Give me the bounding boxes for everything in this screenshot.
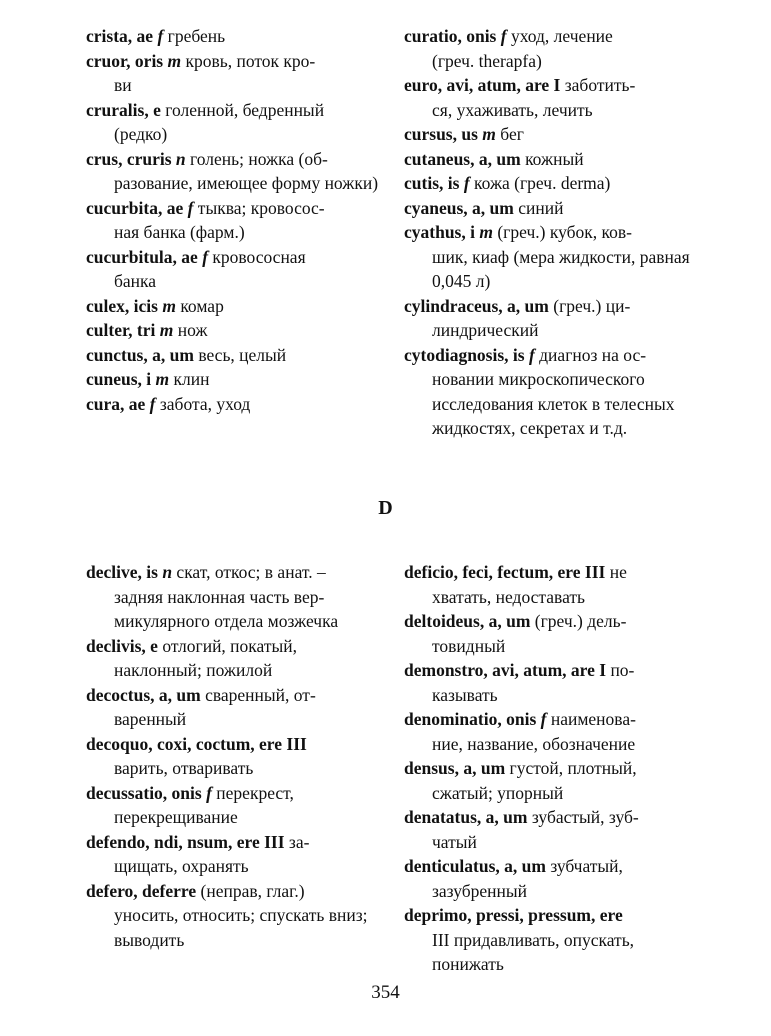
headword: cutis, is	[404, 173, 460, 193]
headword: cura, ae	[86, 393, 146, 414]
dictionary-entry	[404, 805, 694, 854]
dictionary-entry	[404, 343, 694, 441]
translation: бег	[500, 124, 524, 144]
dictionary-entry	[86, 196, 386, 245]
column-bottom-right	[404, 560, 694, 977]
dictionary-entry	[404, 609, 694, 658]
dictionary-entry	[404, 122, 694, 147]
headword: cuneus, i	[86, 369, 152, 389]
translation: (греч.) кубок, ков-	[497, 222, 632, 242]
translation: голенной, бедренный	[165, 99, 325, 120]
translation: перекрест,	[216, 782, 294, 803]
dictionary-entry	[404, 294, 694, 343]
headword: denominatio, onis	[404, 709, 537, 729]
translation: зубчатый,	[550, 856, 623, 876]
translation: скат, откос; в анат. –	[176, 562, 326, 582]
headword: cunctus, a, um	[86, 344, 194, 365]
dictionary-entry	[404, 147, 694, 172]
dictionary-entry	[404, 658, 694, 707]
grammar-mark: f	[528, 344, 535, 365]
dictionary-entry	[404, 171, 694, 196]
translation: кожа (греч. derma)	[474, 173, 611, 193]
dictionary-entry	[404, 196, 694, 221]
grammar-mark: f	[187, 197, 194, 218]
section-letter: D	[378, 497, 393, 519]
translation: диагноз на ос-	[539, 344, 647, 365]
translation-continuation: варить, отваривать	[114, 758, 254, 778]
column-top-right	[404, 24, 694, 441]
headword: cursus, us	[404, 124, 478, 144]
translation-continuation: сжатый; упорный	[432, 782, 564, 803]
dictionary-entry	[86, 318, 386, 343]
translation-continuation: разование, имеющее форму ножки)	[114, 173, 379, 193]
translation-continuation: ся, ухаживать, лечить	[432, 99, 593, 120]
translation: за-	[288, 831, 310, 852]
translation: кровь, поток кро-	[185, 50, 316, 71]
headword: culter, tri	[86, 320, 156, 340]
translation-continuation: уносить, относить; спускать вниз; выводить	[114, 905, 368, 950]
column-top-left	[86, 24, 386, 416]
dictionary-entry	[86, 147, 386, 196]
dictionary-entry	[86, 560, 386, 634]
translation: по-	[610, 660, 635, 680]
translation: тыква; кровосос-	[197, 197, 325, 218]
headword: denatatus, a, um	[404, 807, 528, 827]
translation-continuation: (греч. therapfa)	[432, 50, 542, 71]
translation-continuation: ная банка (фарм.)	[114, 222, 245, 242]
grammar-mark: f	[500, 26, 507, 46]
headword: deficio, feci, fectum, ere III	[404, 562, 606, 582]
translation: голень; ножка (об-	[190, 148, 328, 169]
headword: decoctus, a, um	[86, 684, 201, 705]
headword: cutaneus, a, um	[404, 148, 521, 169]
dictionary-entry	[86, 683, 386, 732]
dictionary-entry	[86, 781, 386, 830]
translation: гребень	[167, 26, 226, 46]
translation-continuation: чатый	[432, 831, 477, 852]
translation-continuation: казывать	[432, 684, 498, 705]
dictionary-entry	[86, 24, 386, 49]
translation: кожный	[525, 148, 584, 169]
headword: demonstro, avi, atum, are I	[404, 660, 607, 680]
translation: зубастый, зуб-	[531, 807, 639, 827]
dictionary-entry	[86, 49, 386, 98]
translation-continuation: новании микроскопического исследования клеток в телесных жидкостях, секретах и т.д.	[432, 369, 675, 438]
grammar-mark: f	[463, 173, 470, 193]
translation-continuation: хватать, недоставать	[432, 586, 586, 607]
translation: не	[609, 562, 627, 582]
grammar-mark: m	[155, 369, 170, 389]
translation-continuation: задняя наклонная часть вер-микулярного отдела мозжечка	[114, 586, 339, 631]
translation-continuation: зазубренный	[432, 880, 528, 901]
headword: cytodiagnosis, is	[404, 344, 525, 365]
translation: отлогий, покатый,	[162, 635, 297, 656]
headword: decoquo, coxi, coctum, ere III	[86, 733, 307, 754]
translation-continuation: линдрический	[432, 320, 539, 340]
grammar-mark: f	[206, 782, 212, 803]
dictionary-entry	[404, 220, 694, 294]
headword: denticulatus, a, um	[404, 856, 546, 876]
translation-continuation: товидный	[432, 635, 506, 656]
translation: сваренный, от-	[205, 684, 316, 705]
grammar-mark: m	[162, 295, 176, 316]
dictionary-entry	[86, 634, 386, 683]
translation: уход, лечение	[510, 26, 613, 46]
dictionary-entry	[404, 24, 694, 73]
grammar-mark: n	[175, 148, 186, 169]
translation: клин	[173, 369, 210, 389]
grammar-mark: m	[167, 50, 182, 71]
translation-continuation: III придавливать, опускать, понижать	[432, 929, 635, 974]
translation: заботить-	[564, 75, 636, 95]
dictionary-entry	[404, 903, 694, 977]
grammar-mark: m	[482, 124, 496, 144]
translation-continuation: перекрещивание	[114, 807, 238, 827]
translation: (греч.) ци-	[553, 295, 631, 316]
headword: defendo, ndi, nsum, ere III	[86, 831, 285, 852]
grammar-mark: m	[159, 320, 174, 340]
translation: густой, плотный,	[509, 758, 637, 778]
headword: crista, ae	[86, 26, 154, 46]
translation-continuation: ви	[114, 75, 132, 95]
headword: cylindraceus, a, um	[404, 295, 549, 316]
headword: euro, avi, atum, are I	[404, 75, 561, 95]
dictionary-entry	[86, 343, 386, 368]
dictionary-entry	[86, 245, 386, 294]
dictionary-entry	[404, 73, 694, 122]
translation: нож	[177, 320, 208, 340]
dictionary-entry	[86, 392, 386, 417]
headword: declivis, e	[86, 635, 158, 656]
translation-continuation: ние, название, обозначение	[432, 733, 636, 754]
dictionary-entry	[86, 367, 386, 392]
headword: cucurbita, ae	[86, 197, 184, 218]
dictionary-entry	[86, 98, 386, 147]
column-bottom-left	[86, 560, 386, 952]
headword: curatio, onis	[404, 26, 497, 46]
headword: defero, deferre	[86, 880, 197, 901]
headword: declive, is	[86, 562, 158, 582]
headword: culex, icis	[86, 295, 158, 316]
dictionary-entry	[86, 879, 386, 953]
translation: (неправ, глаг.)	[200, 880, 305, 901]
dictionary-entry	[404, 707, 694, 756]
headword: crus, cruris	[86, 148, 172, 169]
translation: весь, целый	[198, 344, 287, 365]
translation-continuation: варенный	[114, 709, 187, 729]
headword: cruralis, e	[86, 99, 161, 120]
grammar-mark: n	[162, 562, 173, 582]
headword: cucurbitula, ae	[86, 246, 198, 267]
dictionary-entry	[86, 830, 386, 879]
translation: (греч.) дель-	[534, 611, 627, 631]
translation-continuation: (редко)	[114, 124, 168, 144]
translation-continuation: банка	[114, 271, 157, 291]
grammar-mark: m	[479, 222, 493, 242]
dictionary-entry	[404, 854, 694, 903]
translation-continuation: щищать, охранять	[114, 856, 249, 876]
translation: наименова-	[550, 709, 636, 729]
headword: cruor, oris	[86, 50, 164, 71]
translation-continuation: наклонный; пожилой	[114, 660, 273, 680]
grammar-mark: f	[540, 709, 547, 729]
translation: забота, уход	[159, 393, 251, 414]
translation: комар	[180, 295, 224, 316]
headword: decussatio, onis	[86, 782, 202, 803]
headword: deltoideus, a, um	[404, 611, 531, 631]
headword: cyathus, i	[404, 222, 475, 242]
dictionary-entry	[86, 732, 386, 781]
grammar-mark: f	[157, 26, 164, 46]
headword: densus, a, um	[404, 758, 506, 778]
grammar-mark: f	[202, 246, 209, 267]
dictionary-entry	[404, 560, 694, 609]
grammar-mark: f	[149, 393, 156, 414]
page-number: 354	[371, 982, 400, 1003]
headword: cyaneus, a, um	[404, 197, 514, 218]
translation: синий	[518, 197, 564, 218]
dictionary-entry	[86, 294, 386, 319]
headword: deprimo, pressi, pressum, ere	[404, 905, 623, 925]
translation-continuation: шик, киаф (мера жидкости, равная 0,045 л)	[432, 246, 690, 291]
translation: кровососная	[212, 246, 306, 267]
dictionary-entry	[404, 756, 694, 805]
